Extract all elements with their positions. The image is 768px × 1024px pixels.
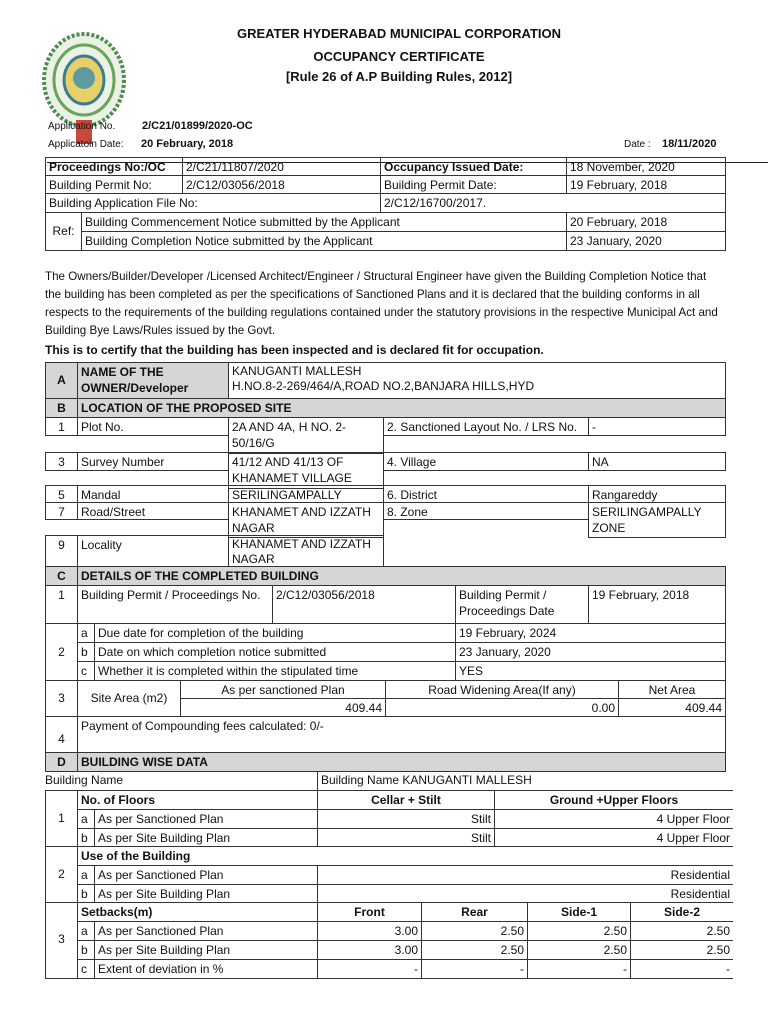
completion-notice-date: 23 January, 2020: [566, 231, 726, 251]
application-file-label: Building Application File No:: [45, 193, 381, 213]
use-site-value: Residential: [317, 884, 733, 903]
setbacks-site-front: 3.00: [317, 940, 422, 960]
application-no: 2/C21/01899/2020-OC: [142, 120, 253, 132]
locality-value: KHANAMET AND IZZATH NAGAR: [228, 535, 384, 567]
floors-site-cellar: Stilt: [317, 828, 495, 847]
deviation-side2: -: [630, 959, 733, 979]
setbacks-title: Setbacks(m): [77, 902, 318, 922]
c-row-3-num: 3: [45, 680, 78, 717]
setback-front-header: Front: [317, 902, 422, 922]
c-row-4-num: 4: [45, 716, 78, 753]
occupancy-issued-label: Occupancy Issued Date:: [380, 157, 567, 176]
completed-in-time-value: YES: [455, 661, 726, 681]
building-name-label: Building Name: [45, 771, 318, 791]
sanctioned-plan-area: 409.44: [180, 698, 386, 717]
section-a-letter: A: [45, 362, 78, 399]
plot-no-value: 2A AND 4A, H NO. 2-50/16/G: [228, 417, 384, 454]
rule-reference: [Rule 26 of A.P Building Rules, 2012]: [285, 69, 513, 84]
section-b-letter: B: [45, 398, 78, 418]
use-b-letter: b: [77, 884, 95, 903]
deviation-label: Extent of deviation in %: [94, 959, 318, 979]
building-permit-label: Building Permit No:: [45, 175, 183, 194]
setbacks-c-letter: c: [77, 959, 95, 979]
net-area: 409.44: [618, 698, 726, 717]
permit-proceedings-date: 19 February, 2018: [588, 585, 726, 624]
certification-statement: This is to certify that the building has been inspected and is declared fit for occupation.: [45, 343, 544, 357]
completion-notice-submitted-label: Date on which completion notice submitted: [94, 642, 456, 662]
c-row-1-num: 1: [45, 585, 78, 624]
setbacks-sanctioned-rear: 2.50: [421, 921, 528, 941]
c-row-2b-letter: b: [77, 642, 95, 662]
building-permit-date-label: Building Permit Date:: [380, 175, 567, 194]
c-row-2c-letter: c: [77, 661, 95, 681]
permit-proceedings-label: Building Permit / Proceedings No.: [77, 585, 273, 624]
use-title: Use of the Building: [77, 846, 733, 866]
certificate-date: 18/11/2020: [662, 138, 717, 150]
c-row-2a-letter: a: [77, 623, 95, 643]
district-value: Rangareddy: [588, 485, 726, 503]
net-area-header: Net Area: [618, 680, 726, 699]
section-b-title: LOCATION OF THE PROPOSED SITE: [77, 398, 726, 418]
deviation-rear: -: [421, 959, 528, 979]
setbacks-site-rear: 2.50: [421, 940, 528, 960]
owner-details: [228, 362, 726, 399]
building-name-value: Building Name KANUGANTI MALLESH: [317, 771, 733, 791]
application-date-label: Applicatoin Date:: [48, 139, 124, 150]
setback-side2-header: Side-2: [630, 902, 733, 922]
org-name: GREATER HYDERABAD MUNICIPAL CORPORATION: [236, 26, 562, 41]
due-date-value: 19 February, 2024: [455, 623, 726, 643]
d-row-2-num: 2: [45, 846, 78, 903]
use-sanctioned-label: As per Sanctioned Plan: [94, 865, 318, 885]
site-area-label: Site Area (m2): [77, 680, 181, 717]
compounding-fees: Payment of Compounding fees calculated: 0/-: [77, 716, 726, 753]
d-row-3-num: 3: [45, 902, 78, 979]
mandal-value: SERILINGAMPALLY: [228, 485, 384, 503]
declaration-paragraph: The Owners/Builder/Developer /Licensed Architect/Engineer / Structural Engineer have given the Building Completion Notice that the building has been completed as per the specifications of Sanctioned Plans and it is declared that the building conforms in all respects to the requirements of the building regulations contained under the statutory provisions in the respective Municipal Act and Building Bye Laws/Rules issued by the Govt.: [45, 270, 718, 337]
setbacks-site-side1: 2.50: [527, 940, 631, 960]
use-site-label: As per Site Building Plan: [94, 884, 318, 903]
setbacks-site-label: As per Site Building Plan: [94, 940, 318, 960]
setback-side1-header: Side-1: [527, 902, 631, 922]
floors-sanctioned-upper: 4 Upper Floor: [494, 809, 733, 829]
road-street-value: KHANAMET AND IZZATH NAGAR: [228, 502, 384, 538]
commencement-notice-label: Building Commencement Notice submitted by the Applicant: [81, 212, 567, 232]
proceedings-label: Proceedings No:/OC: [45, 157, 183, 176]
setbacks-sanctioned-label: As per Sanctioned Plan: [94, 921, 318, 941]
section-d-title: BUILDING WISE DATA: [77, 752, 726, 772]
section-c-letter: C: [45, 566, 78, 586]
owner-name: KANUGANTI MALLESH: [232, 364, 362, 378]
floors-sanctioned-label: As per Sanctioned Plan: [94, 809, 318, 829]
floors-title: No. of Floors: [77, 790, 318, 810]
setbacks-sanctioned-side1: 2.50: [527, 921, 631, 941]
road-street-label: Road/Street: [77, 502, 229, 520]
floors-b-letter: b: [77, 828, 95, 847]
b-row-9-num: 9: [45, 535, 78, 567]
building-permit-date: 19 February, 2018: [566, 175, 726, 194]
application-file-no: 2/C12/16700/2017.: [380, 193, 726, 213]
d-row-1-num: 1: [45, 790, 78, 847]
b-row-1-num: 1: [45, 417, 78, 436]
due-date-label: Due date for completion of the building: [94, 623, 456, 643]
application-date: 20 February, 2018: [141, 138, 234, 150]
road-widening-area: 0.00: [385, 698, 619, 717]
c-row-2-num: 2: [45, 623, 78, 681]
deviation-side1: -: [527, 959, 631, 979]
owner-address: H.NO.8-2-269/464/A,ROAD NO.2,BANJARA HILLS,HYD: [232, 379, 535, 393]
b-row-7-num: 7: [45, 502, 78, 520]
completion-notice-label: Building Completion Notice submitted by the Applicant: [81, 231, 567, 251]
sanctioned-plan-header: As per sanctioned Plan: [180, 680, 386, 699]
zone-label: 8. Zone: [383, 502, 589, 520]
document-title: OCCUPANCY CERTIFICATE: [313, 49, 485, 64]
floors-site-label: As per Site Building Plan: [94, 828, 318, 847]
floors-site-upper: 4 Upper Floor: [494, 828, 733, 847]
section-c-title: DETAILS OF THE COMPLETED BUILDING: [77, 566, 726, 586]
survey-number-label: Survey Number: [77, 452, 229, 471]
setback-rear-header: Rear: [421, 902, 528, 922]
ref-label: Ref:: [45, 212, 82, 251]
locality-label: Locality: [77, 535, 229, 567]
zone-value: SERILINGAMPALLY ZONE: [588, 502, 726, 538]
floors-a-letter: a: [77, 809, 95, 829]
commencement-notice-date: 20 February, 2018: [566, 212, 726, 232]
ground-upper-header: Ground +Upper Floors: [494, 790, 733, 810]
use-a-letter: a: [77, 865, 95, 885]
setbacks-sanctioned-side2: 2.50: [630, 921, 733, 941]
road-widening-header: Road Widening Area(If any): [385, 680, 619, 699]
completion-notice-submitted-value: 23 January, 2020: [455, 642, 726, 662]
district-label: 6. District: [383, 485, 589, 503]
setbacks-sanctioned-front: 3.00: [317, 921, 422, 941]
permit-proceedings-date-label: Building Permit / Proceedings Date: [455, 585, 589, 624]
cellar-stilt-header: Cellar + Stilt: [317, 790, 495, 810]
permit-proceedings-no: 2/C12/03056/2018: [272, 585, 456, 624]
deviation-front: -: [317, 959, 422, 979]
occupancy-issued-date: 18 November, 2020: [566, 157, 726, 176]
proceedings-no: 2/C21/11807/2020: [182, 157, 381, 176]
section-d-letter: D: [45, 752, 78, 772]
use-sanctioned-value: Residential: [317, 865, 733, 885]
completed-in-time-label: Whether it is completed within the stipulated time: [94, 661, 456, 681]
village-value: NA: [588, 452, 726, 471]
plot-no-label: Plot No.: [77, 417, 229, 436]
setbacks-site-side2: 2.50: [630, 940, 733, 960]
b-row-5-num: 5: [45, 485, 78, 503]
setbacks-a-letter: a: [77, 921, 95, 941]
survey-number-value: 41/12 AND 41/13 OF KHANAMET VILLAGE: [228, 452, 384, 489]
b-row-3-num: 3: [45, 452, 78, 471]
building-permit-no: 2/C12/03056/2018: [182, 175, 381, 194]
application-no-label: Application No.: [48, 121, 116, 132]
layout-no-label: 2. Sanctioned Layout No. / LRS No.: [383, 417, 589, 436]
owner-label: NAME OF THE OWNER/Developer: [77, 362, 229, 399]
government-emblem-logo: [38, 22, 130, 152]
village-label: 4. Village: [383, 452, 589, 471]
floors-sanctioned-cellar: Stilt: [317, 809, 495, 829]
certificate-date-label: Date :: [624, 139, 651, 150]
layout-no-value: -: [588, 417, 726, 436]
mandal-label: Mandal: [77, 485, 229, 503]
setbacks-b-letter: b: [77, 940, 95, 960]
